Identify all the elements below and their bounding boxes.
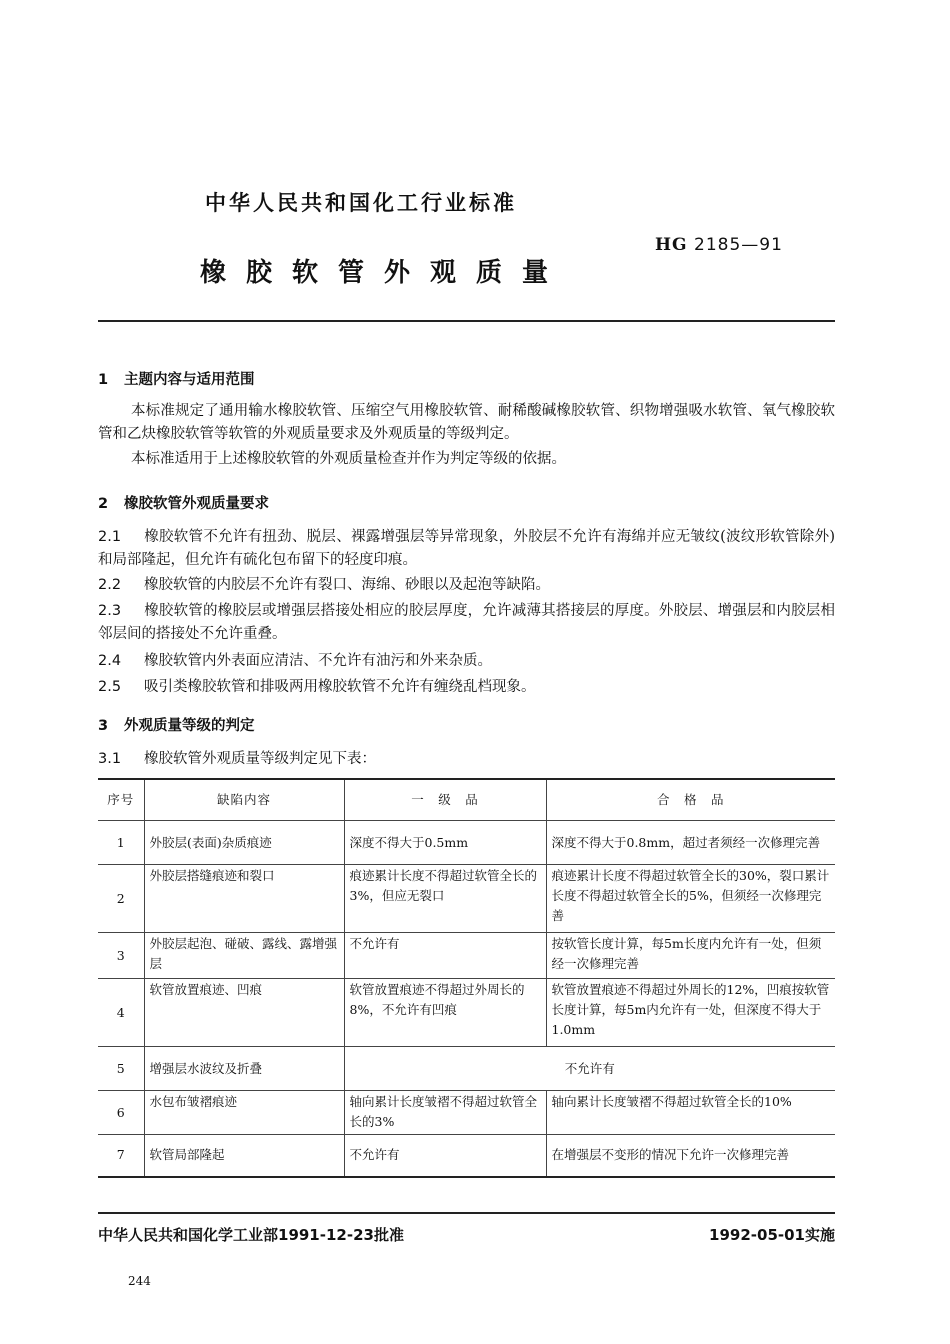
- row-qualified: 按软管长度计算，每5m长度内允许有一处，但须经一次修理完善: [546, 933, 835, 979]
- section-number: 3: [98, 718, 109, 734]
- table-row: [98, 821, 835, 865]
- table-row: [98, 1047, 835, 1091]
- clause-2-5: [98, 676, 835, 699]
- section-1-heading: [98, 368, 255, 389]
- clause-number: 2.1: [98, 529, 122, 545]
- row-first-grade: 痕迹累计长度不得超过软管全长的3%，但应无裂口: [344, 865, 546, 933]
- row-defect: 增强层水波纹及折叠: [144, 1047, 344, 1091]
- row-first-grade: 不允许有: [344, 1135, 546, 1177]
- row-qualified: 在增强层不变形的情况下允许一次修理完善: [546, 1135, 835, 1177]
- table-row: [98, 979, 835, 1047]
- table-row: [98, 865, 835, 933]
- clause-text: 橡胶软管外观质量等级判定见下表：: [144, 751, 376, 767]
- clause-number: 2.4: [98, 653, 122, 669]
- row-qualified: 深度不得大于0.8mm，超过者须经一次修理完善: [546, 821, 835, 865]
- row-no: 6: [98, 1091, 144, 1135]
- clause-text: 橡胶软管内外表面应清洁、不允许有油污和外来杂质。: [144, 653, 492, 669]
- clause-2-4: [98, 650, 835, 673]
- standard-code-prefix: HG: [655, 235, 688, 255]
- title-divider: [98, 320, 835, 322]
- section-2-heading: [98, 492, 269, 513]
- document-title: 橡胶软管外观质量: [200, 258, 569, 288]
- row-no: 5: [98, 1047, 144, 1091]
- row-qualified: 痕迹累计长度不得超过软管全长的30%，裂口累计长度不得超过软管全长的5%，但须经一次修理完善: [546, 865, 835, 933]
- clause-text: 橡胶软管的橡胶层或增强层搭接处相应的胶层厚度，允许减薄其搭接层的厚度。外胶层、增强层和内胶层相邻层间的搭接处不允许重叠。: [98, 603, 835, 642]
- section-1-paragraph-2: 本标准适用于上述橡胶软管的外观质量检查并作为判定等级的依据。: [131, 451, 566, 467]
- row-merged-requirement: 不允许有: [344, 1047, 835, 1091]
- clause-2-3: [98, 600, 835, 646]
- row-first-grade: 轴向累计长度皱褶不得超过软管全长的3%: [344, 1091, 546, 1135]
- row-defect: 外胶层起泡、碰破、露线、露增强层: [144, 933, 344, 979]
- section-3-heading: [98, 714, 255, 735]
- quality-grade-table: [98, 778, 835, 1178]
- section-heading-text: 外观质量等级的判定: [124, 718, 255, 734]
- header-no: 序号: [98, 779, 144, 821]
- section-number: 2: [98, 496, 109, 512]
- clause-text: 吸引类橡胶软管和排吸两用橡胶软管不允许有缠绕乱档现象。: [144, 679, 536, 695]
- page-number: 244: [128, 1274, 151, 1288]
- table-row: [98, 1135, 835, 1177]
- table-header-row: [98, 779, 835, 821]
- header-qualified: 合 格 品: [546, 779, 835, 821]
- row-qualified: 软管放置痕迹不得超过外周长的12%，凹痕按软管长度计算，每5m内允许有一处，但深度不得大于1.0mm: [546, 979, 835, 1047]
- row-no: 1: [98, 821, 144, 865]
- section-number: 1: [98, 372, 109, 388]
- clause-number: 3.1: [98, 751, 122, 767]
- standard-code: [655, 235, 783, 255]
- approval-note: 中华人民共和国化学工业部1991-12-23批准: [98, 1226, 404, 1244]
- implementation-date: 1992-05-01实施: [709, 1226, 835, 1244]
- clause-2-2: [98, 574, 835, 597]
- row-first-grade: 不允许有: [344, 933, 546, 979]
- clause-number: 2.2: [98, 577, 122, 593]
- table-row: [98, 933, 835, 979]
- row-defect: 软管局部隆起: [144, 1135, 344, 1177]
- issuing-organization: 中华人民共和国化工行业标准: [205, 191, 517, 215]
- row-defect: 外胶层搭缝痕迹和裂口: [144, 865, 344, 933]
- row-first-grade: 深度不得大于0.5mm: [344, 821, 546, 865]
- row-no: 7: [98, 1135, 144, 1177]
- header-defect: 缺陷内容: [144, 779, 344, 821]
- clause-2-1: [98, 526, 835, 572]
- clause-number: 2.5: [98, 679, 122, 695]
- row-no: 3: [98, 933, 144, 979]
- clause-number: 2.3: [98, 603, 122, 619]
- clause-text: 橡胶软管的内胶层不允许有裂口、海绵、砂眼以及起泡等缺陷。: [144, 577, 550, 593]
- header-first-grade: 一 级 品: [344, 779, 546, 821]
- row-first-grade: 软管放置痕迹不得超过外周长的8%，不允许有凹痕: [344, 979, 546, 1047]
- row-no: 2: [98, 865, 144, 933]
- row-defect: 外胶层(表面)杂质痕迹: [144, 821, 344, 865]
- clause-text: 橡胶软管不允许有扭劲、脱层、裸露增强层等异常现象，外胶层不允许有海绵并应无皱纹(波纹形软管除外)和局部隆起，但允许有硫化包布留下的轻度印痕。: [98, 529, 835, 568]
- row-defect: 水包布皱褶痕迹: [144, 1091, 344, 1135]
- section-heading-text: 橡胶软管外观质量要求: [124, 496, 269, 512]
- footer-divider: [98, 1212, 835, 1214]
- row-qualified: 轴向累计长度皱褶不得超过软管全长的10%: [546, 1091, 835, 1135]
- section-heading-text: 主题内容与适用范围: [124, 372, 255, 388]
- clause-3-1: [98, 748, 835, 771]
- standard-code-number: 2185—91: [694, 235, 783, 255]
- row-defect: 软管放置痕迹、凹痕: [144, 979, 344, 1047]
- row-no: 4: [98, 979, 144, 1047]
- table-row: [98, 1091, 835, 1135]
- section-1-paragraph-1: 本标准规定了通用输水橡胶软管、压缩空气用橡胶软管、耐稀酸碱橡胶软管、织物增强吸水软管、氧气橡胶软管和乙炔橡胶软管等软管的外观质量要求及外观质量的等级判定。: [98, 403, 835, 442]
